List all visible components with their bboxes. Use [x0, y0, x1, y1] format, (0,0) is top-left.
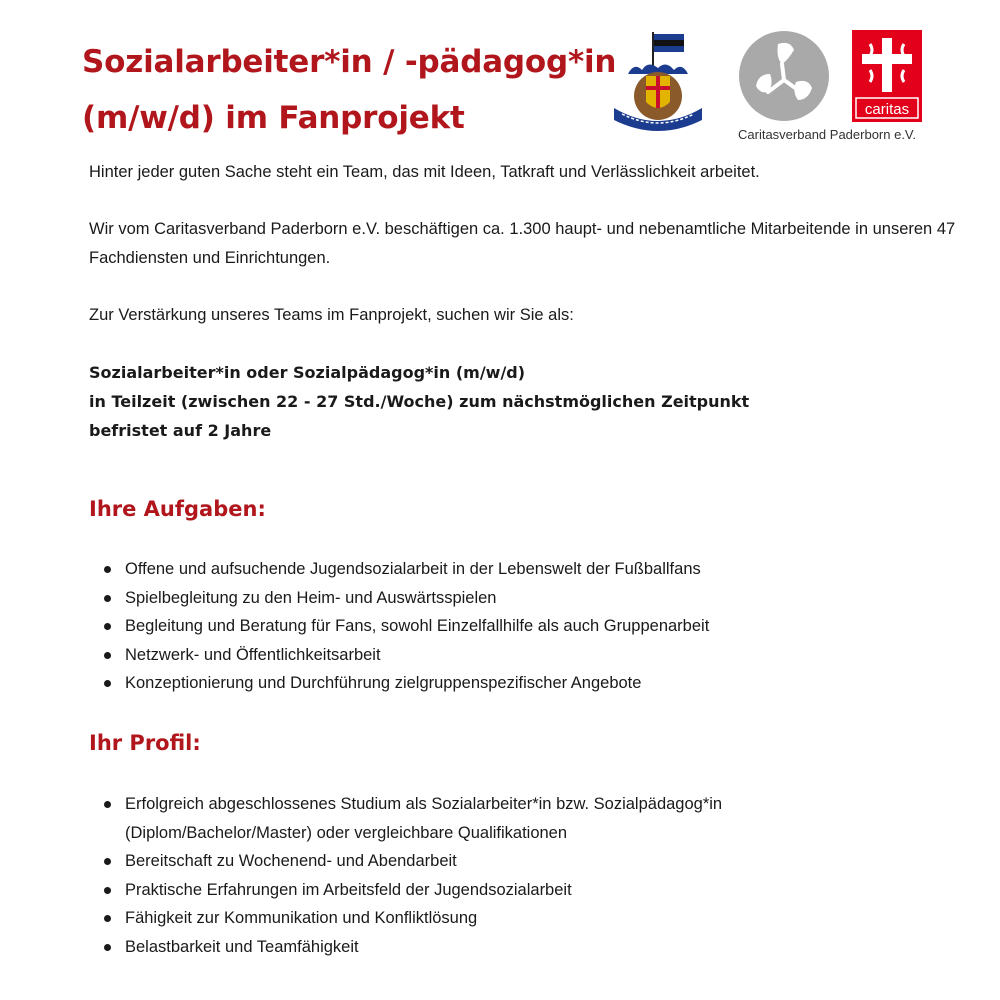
caritas-logo-text: caritas — [864, 101, 910, 118]
position-line-3: befristet auf 2 Jahre — [89, 421, 272, 440]
position-line-1: Sozialarbeiter*in oder Sozialpädagog*in (m/w/d) — [89, 363, 526, 382]
list-item-text: Netzwerk- und Öffentlichkeitsarbeit — [125, 645, 381, 664]
intro-paragraph-3: Zur Verstärkung unseres Teams im Fanprojekt, suchen wir Sie als: — [89, 306, 574, 324]
list-item — [89, 933, 949, 962]
intro-paragraph-1: Hinter jeder guten Sache steht ein Team, das mit Ideen, Tatkraft und Verlässlichkeit arbeitet. — [89, 163, 760, 181]
list-item-text: Spielbegleitung zu den Heim- und Auswärtsspielen — [125, 588, 497, 607]
list-item-text: Erfolgreich abgeschlossenes Studium als Sozialarbeiter*in bzw. Sozialpädagog*in — [125, 795, 723, 813]
list-item-text: Praktische Erfahrungen im Arbeitsfeld der Jugendsozialarbeit — [125, 880, 572, 899]
bullet-icon — [104, 858, 111, 865]
list-item — [89, 904, 949, 933]
bullet-icon — [104, 887, 111, 894]
position-details — [89, 358, 909, 445]
organization-name: Caritasverband Paderborn e.V. — [738, 127, 917, 142]
list-item-text: Offene und aufsuchende Jugendsozialarbeit in der Lebenswelt der Fußballfans — [125, 560, 701, 578]
list-item — [89, 612, 949, 641]
bullet-icon — [104, 595, 111, 602]
caritas-circle-figures-logo-icon — [738, 30, 830, 122]
list-item-text-continued: (Diplom/Bachelor/Master) oder vergleichbare Qualifikationen — [125, 823, 568, 842]
bullet-icon — [104, 915, 111, 922]
fanprojekt-paderborn-logo-icon — [612, 30, 704, 132]
intro-paragraph-2: Wir vom Caritasverband Paderborn e.V. beschäftigen ca. 1.300 haupt- und nebenamtliche Mitarbeitende in unseren 47 Fachdiensten und Einrichtungen. — [89, 220, 956, 267]
bullet-icon — [104, 566, 111, 573]
list-item — [89, 555, 949, 584]
bullet-icon — [104, 652, 111, 659]
aufgaben-list — [89, 555, 949, 698]
list-item-text: Bereitschaft zu Wochenend- und Abendarbeit — [125, 852, 457, 871]
profil-list — [89, 790, 949, 962]
list-item-text: Belastbarkeit und Teamfähigkeit — [125, 937, 359, 956]
list-item — [89, 790, 949, 847]
list-item — [89, 641, 949, 670]
profil-heading: Ihr Profil: — [89, 731, 201, 755]
bullet-icon — [104, 623, 111, 630]
list-item — [89, 876, 949, 905]
caritas-cross-logo-icon — [852, 30, 922, 122]
bullet-icon — [104, 944, 111, 951]
list-item — [89, 584, 949, 613]
list-item-text: Begleitung und Beratung für Fans, sowohl Einzelfallhilfe als auch Gruppenarbeit — [125, 617, 710, 636]
bullet-icon — [104, 801, 111, 808]
job-title — [82, 34, 622, 146]
job-title-line-1: Sozialarbeiter*in / -pädagog*in — [82, 44, 617, 80]
list-item — [89, 847, 949, 876]
list-item-text: Konzeptionierung und Durchführung zielgruppenspezifischer Angebote — [125, 674, 642, 693]
list-item — [89, 669, 949, 698]
list-item-text: Fähigkeit zur Kommunikation und Konfliktlösung — [125, 909, 478, 928]
job-title-line-2: (m/w/d) im Fanprojekt — [82, 100, 465, 136]
position-line-2: in Teilzeit (zwischen 22 - 27 Std./Woche) zum nächstmöglichen Zeitpunkt — [89, 392, 750, 411]
aufgaben-heading: Ihre Aufgaben: — [89, 497, 266, 521]
bullet-icon — [104, 680, 111, 687]
